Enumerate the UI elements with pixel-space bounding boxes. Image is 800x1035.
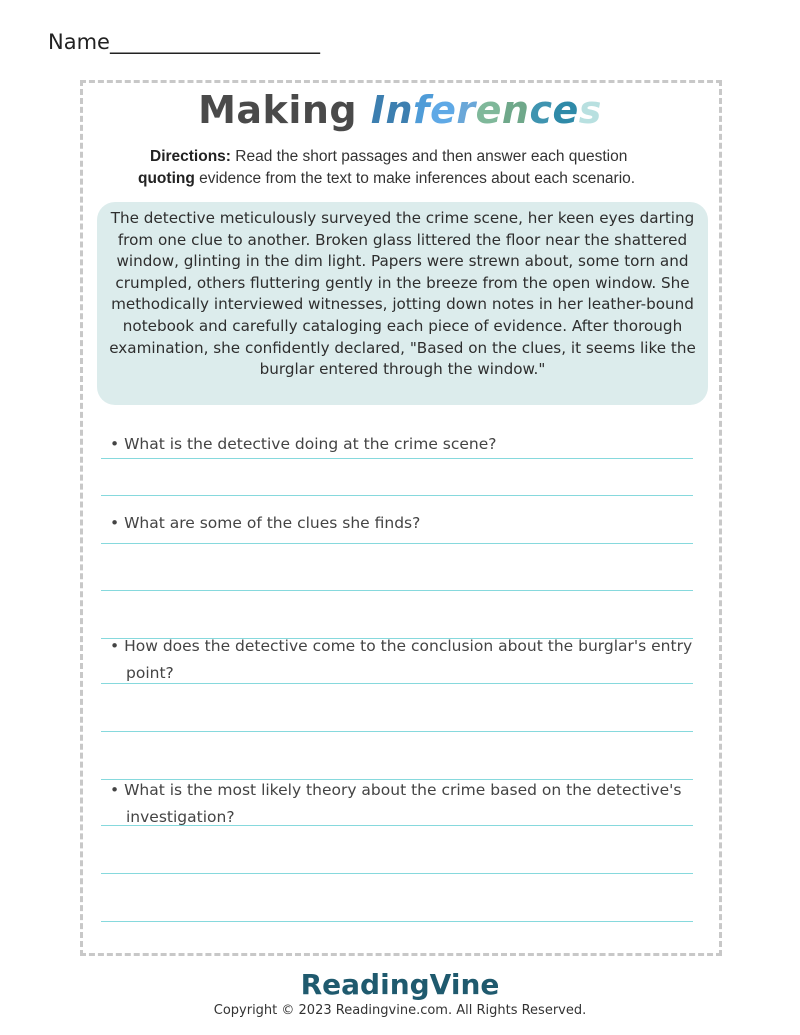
question-text: What are some of the clues she finds? — [124, 514, 421, 532]
answer-line[interactable] — [101, 825, 693, 826]
question-text: What is the most likely theory about the crime based on the detective's investigation? — [124, 781, 682, 826]
title-letter: n — [385, 88, 414, 132]
question-1: • What is the detective doing at the crime scene? — [110, 435, 497, 453]
question-3: • How does the detective come to the conclusion about the burglar's entry point? — [110, 637, 693, 682]
question-text: How does the detective come to the conclusion about the burglar's entry point? — [124, 637, 693, 682]
title-letter: r — [456, 88, 476, 132]
answer-line[interactable] — [101, 590, 693, 591]
directions-bold: quoting — [138, 170, 195, 187]
title-letter: I — [370, 88, 386, 132]
answer-line[interactable] — [101, 731, 693, 732]
title-part1: Making — [198, 88, 358, 132]
directions-text2: evidence from the text to make inferences about each scenario. — [194, 170, 636, 187]
copyright: Copyright © 2023 Readingvine.com. All Rights Reserved. — [213, 1003, 587, 1018]
title-letter: n — [501, 88, 530, 132]
title-letter: e — [475, 88, 502, 132]
answer-line[interactable] — [101, 543, 693, 544]
readingvine-logo: ReadingVine — [300, 968, 500, 1001]
name-field[interactable]: Name____________________ — [48, 30, 320, 54]
answer-line[interactable] — [101, 873, 693, 874]
question-2: • What are some of the clues she finds? — [110, 514, 421, 532]
passage-box: The detective meticulously surveyed the crime scene, her keen eyes darting from one clue to another. Broken glass littered the floor near the shattered window, glinting in the dim light. Papers were strewn about, some torn and crumpled, others fluttering gently in the breeze from the open window. She methodically interviewed witnesses, jotting down notes in her leather-bound notebook and carefully cataloging each piece of evidence. After thorough examination, she confidently declared, "Based on the clues, it seems like the burglar entered through the window." — [97, 202, 708, 405]
answer-line[interactable] — [101, 683, 693, 684]
answer-line[interactable] — [101, 458, 693, 459]
answer-line[interactable] — [101, 495, 693, 496]
title-letter: e — [552, 88, 579, 132]
question-text: What is the detective doing at the crime scene? — [124, 435, 497, 453]
directions-label: Directions: — [150, 148, 231, 165]
title-part2 — [371, 88, 602, 132]
answer-line[interactable] — [101, 921, 693, 922]
title-letter: s — [578, 88, 602, 132]
title-letter: f — [413, 88, 431, 132]
question-4: • What is the most likely theory about the crime based on the detective's investigation? — [110, 781, 682, 826]
directions — [130, 146, 710, 190]
title-letter: e — [430, 88, 457, 132]
directions-text1: Read the short passages and then answer each question — [230, 148, 628, 165]
page-title — [0, 88, 800, 132]
title-letter: c — [529, 88, 553, 132]
